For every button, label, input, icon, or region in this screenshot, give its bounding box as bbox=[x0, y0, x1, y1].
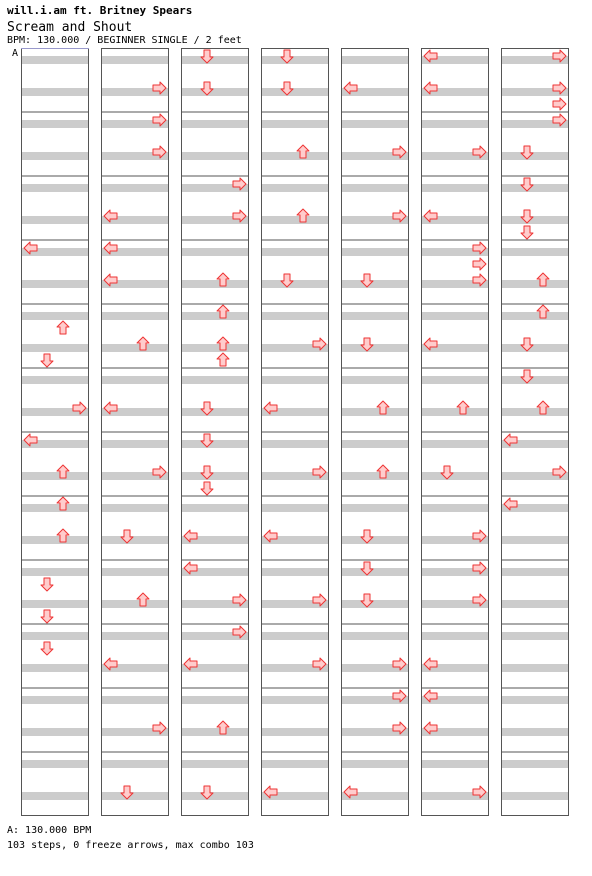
beat-stripe bbox=[501, 408, 569, 416]
beat-stripe bbox=[261, 504, 329, 512]
beat-stripe bbox=[421, 184, 489, 192]
beat-stripe bbox=[421, 472, 489, 480]
beat-stripe bbox=[101, 536, 169, 544]
beat-stripe bbox=[181, 440, 249, 448]
beat-stripe bbox=[181, 88, 249, 96]
bpm-legend: A: 130.000 BPM bbox=[7, 825, 92, 836]
beat-stripe bbox=[21, 536, 89, 544]
beat-stripe bbox=[101, 792, 169, 800]
beat-stripe bbox=[181, 504, 249, 512]
beat-stripe bbox=[181, 312, 249, 320]
beat-stripe bbox=[261, 216, 329, 224]
beat-stripe bbox=[421, 408, 489, 416]
beat-stripe bbox=[341, 632, 409, 640]
beat-stripe bbox=[101, 312, 169, 320]
beat-stripe bbox=[341, 280, 409, 288]
beat-stripe bbox=[181, 408, 249, 416]
beat-stripe bbox=[181, 792, 249, 800]
beat-stripe bbox=[21, 792, 89, 800]
beat-stripe bbox=[21, 280, 89, 288]
beat-stripe bbox=[501, 568, 569, 576]
beat-stripe bbox=[21, 696, 89, 704]
beat-stripe bbox=[501, 536, 569, 544]
beat-stripe bbox=[101, 568, 169, 576]
beat-stripe bbox=[21, 56, 89, 64]
beat-stripe bbox=[101, 632, 169, 640]
chart-column bbox=[261, 48, 329, 816]
beat-stripe bbox=[261, 696, 329, 704]
chart-column bbox=[501, 48, 569, 816]
chart-column bbox=[101, 48, 169, 816]
beat-stripe bbox=[21, 88, 89, 96]
beat-stripe bbox=[501, 344, 569, 352]
beat-stripe bbox=[181, 376, 249, 384]
beat-stripe bbox=[501, 696, 569, 704]
beat-stripe bbox=[341, 376, 409, 384]
beat-stripe bbox=[21, 152, 89, 160]
beat-stripe bbox=[341, 504, 409, 512]
beat-stripe bbox=[261, 184, 329, 192]
beat-stripe bbox=[501, 600, 569, 608]
beat-stripe bbox=[101, 56, 169, 64]
beat-stripe bbox=[261, 312, 329, 320]
song-artist: will.i.am ft. Britney Spears bbox=[7, 4, 193, 17]
beat-stripe bbox=[181, 152, 249, 160]
beat-stripe bbox=[181, 120, 249, 128]
beat-stripe bbox=[261, 440, 329, 448]
beat-stripe bbox=[341, 120, 409, 128]
beat-stripe bbox=[21, 376, 89, 384]
chart-column bbox=[181, 48, 249, 816]
beat-stripe bbox=[101, 696, 169, 704]
beat-stripe bbox=[21, 632, 89, 640]
chart-column bbox=[341, 48, 409, 816]
beat-stripe bbox=[21, 728, 89, 736]
beat-stripe bbox=[501, 152, 569, 160]
beat-stripe bbox=[101, 504, 169, 512]
beat-stripe bbox=[501, 760, 569, 768]
beat-stripe bbox=[101, 344, 169, 352]
beat-stripe bbox=[101, 440, 169, 448]
chart-summary: 103 steps, 0 freeze arrows, max combo 103 bbox=[7, 840, 254, 851]
beat-stripe bbox=[261, 248, 329, 256]
beat-stripe bbox=[101, 760, 169, 768]
beat-stripe bbox=[341, 472, 409, 480]
beat-stripe bbox=[21, 216, 89, 224]
beat-stripe bbox=[181, 728, 249, 736]
beat-stripe bbox=[261, 632, 329, 640]
beat-stripe bbox=[501, 312, 569, 320]
beat-stripe bbox=[21, 312, 89, 320]
beat-stripe bbox=[421, 376, 489, 384]
beat-stripe bbox=[181, 56, 249, 64]
beat-stripe bbox=[181, 696, 249, 704]
beat-stripe bbox=[21, 472, 89, 480]
beat-stripe bbox=[501, 216, 569, 224]
beat-stripe bbox=[21, 184, 89, 192]
beat-stripe bbox=[341, 408, 409, 416]
beat-stripe bbox=[21, 504, 89, 512]
beat-stripe bbox=[421, 312, 489, 320]
beat-stripe bbox=[181, 344, 249, 352]
beat-stripe bbox=[261, 760, 329, 768]
beat-stripe bbox=[341, 56, 409, 64]
beat-stripe bbox=[21, 760, 89, 768]
chart-column bbox=[421, 48, 489, 816]
beat-stripe bbox=[421, 120, 489, 128]
beat-stripe bbox=[341, 536, 409, 544]
beat-stripe bbox=[21, 568, 89, 576]
beat-stripe bbox=[21, 600, 89, 608]
beat-stripe bbox=[341, 440, 409, 448]
beat-stripe bbox=[421, 632, 489, 640]
beat-stripe bbox=[341, 344, 409, 352]
chart-column bbox=[21, 48, 89, 816]
beat-stripe bbox=[501, 280, 569, 288]
beat-stripe bbox=[341, 312, 409, 320]
beat-stripe bbox=[501, 728, 569, 736]
beat-stripe bbox=[181, 248, 249, 256]
beat-stripe bbox=[421, 760, 489, 768]
bpm-marker-label: A bbox=[12, 48, 19, 59]
beat-stripe bbox=[181, 472, 249, 480]
beat-stripe bbox=[21, 344, 89, 352]
beat-stripe bbox=[341, 248, 409, 256]
beat-stripe bbox=[501, 664, 569, 672]
beat-stripe bbox=[261, 376, 329, 384]
beat-stripe bbox=[501, 632, 569, 640]
beat-stripe bbox=[181, 280, 249, 288]
chart-info: BPM: 130.000 / BEGINNER SINGLE / 2 feet bbox=[7, 35, 242, 46]
beat-stripe bbox=[501, 792, 569, 800]
beat-stripe bbox=[261, 728, 329, 736]
beat-stripe bbox=[101, 376, 169, 384]
beat-stripe bbox=[341, 568, 409, 576]
beat-stripe bbox=[501, 184, 569, 192]
beat-stripe bbox=[341, 600, 409, 608]
beat-stripe bbox=[101, 600, 169, 608]
beat-stripe bbox=[181, 760, 249, 768]
beat-stripe bbox=[261, 56, 329, 64]
song-title: Scream and Shout bbox=[7, 20, 133, 35]
beat-stripe bbox=[501, 248, 569, 256]
beat-stripe bbox=[421, 440, 489, 448]
beat-stripe bbox=[261, 152, 329, 160]
beat-stripe bbox=[341, 760, 409, 768]
beat-stripe bbox=[21, 120, 89, 128]
beat-stripe bbox=[421, 504, 489, 512]
beat-stripe bbox=[21, 664, 89, 672]
beat-stripe bbox=[501, 376, 569, 384]
beat-stripe bbox=[261, 120, 329, 128]
beat-stripe bbox=[261, 88, 329, 96]
beat-stripe bbox=[261, 280, 329, 288]
beat-stripe bbox=[261, 568, 329, 576]
beat-stripe bbox=[101, 184, 169, 192]
beat-stripe bbox=[341, 184, 409, 192]
